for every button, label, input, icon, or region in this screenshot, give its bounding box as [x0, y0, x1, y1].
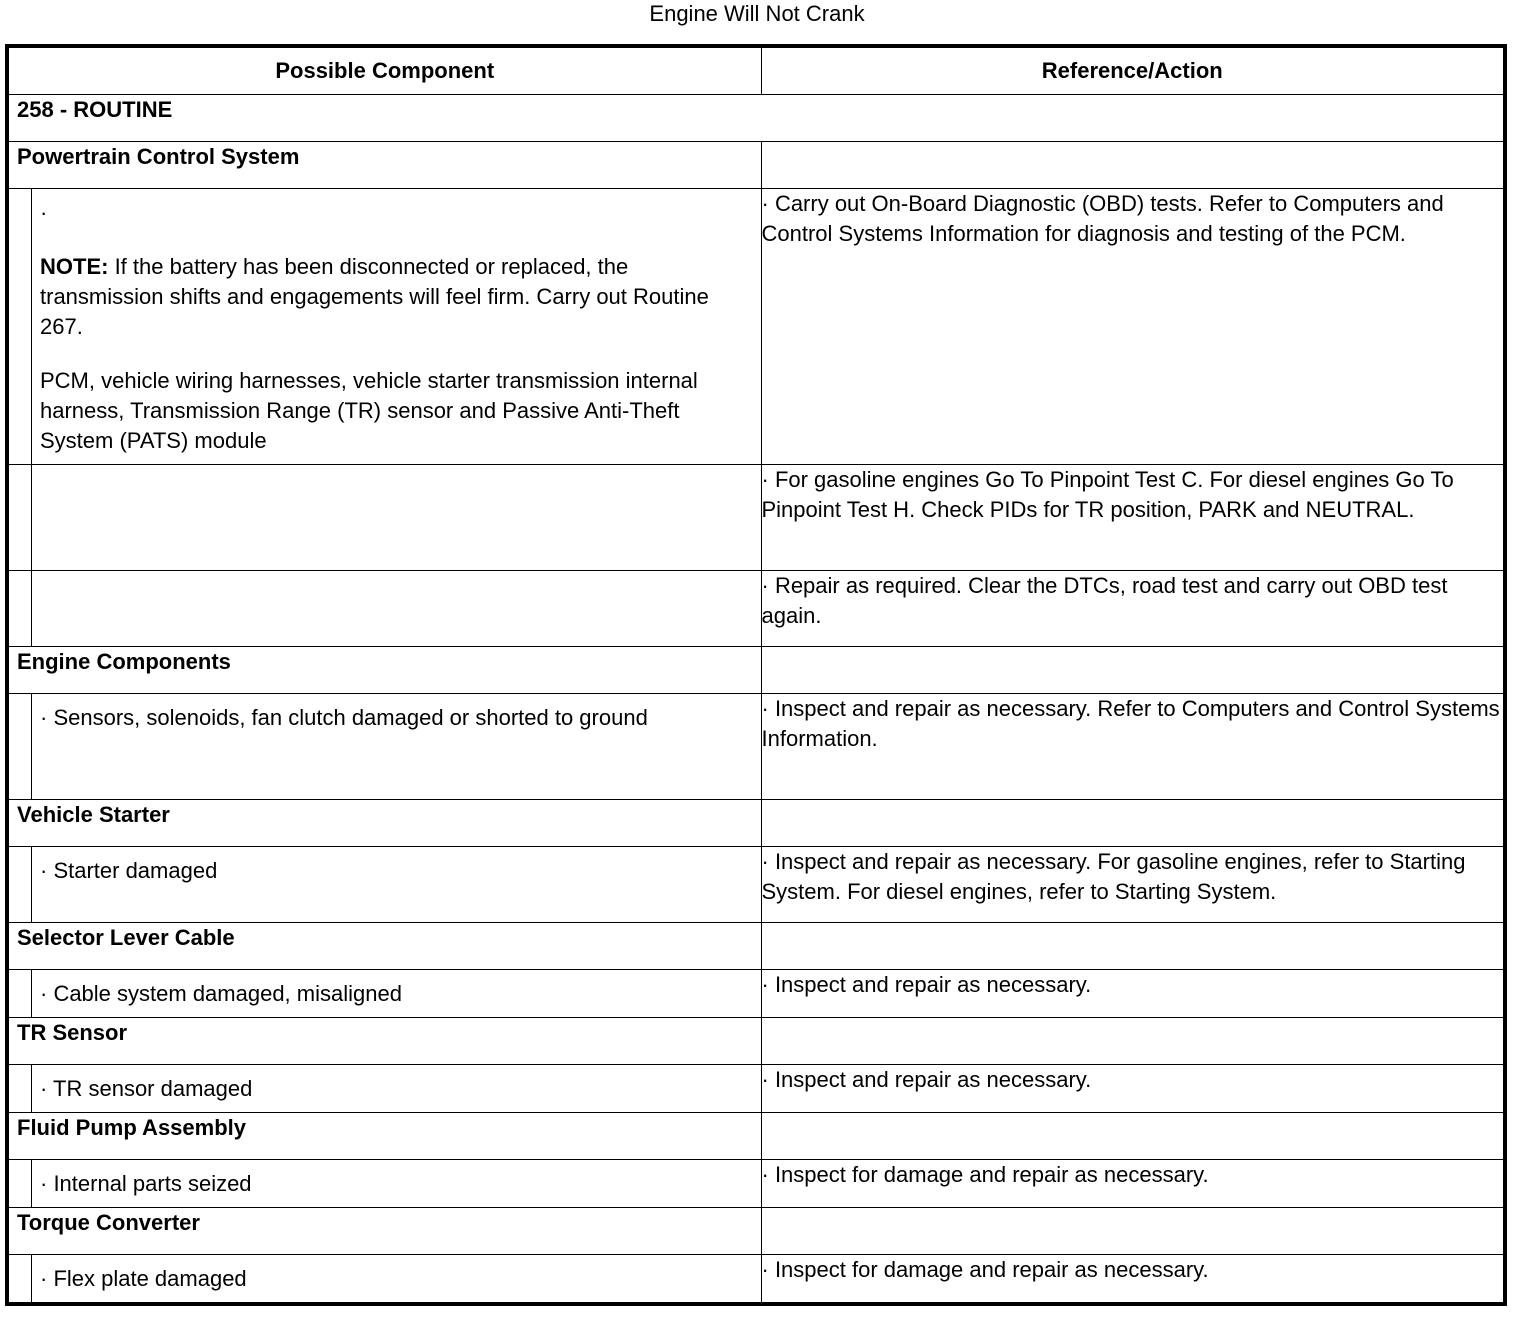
component-text: · Sensors, solenoids, fan clutch damaged or shorted to ground: [40, 705, 648, 730]
component-text: · Internal parts seized: [40, 1171, 252, 1196]
component-bullet: ·: [40, 200, 48, 225]
table-header-row: [7, 46, 1505, 95]
action-cell: · Inspect for damage and repair as necessary.: [761, 1255, 1505, 1305]
component-text: [9, 571, 761, 588]
table-row: [7, 1160, 1505, 1208]
group-action-empty: [761, 142, 1505, 189]
action-cell: · For gasoline engines Go To Pinpoint Test C. For diesel engines Go To Pinpoint Test H. Check PIDs for TR position, PARK and NEUTRAL.: [761, 465, 1505, 571]
action-cell: · Inspect and repair as necessary.: [761, 1065, 1505, 1113]
component-text: · Flex plate damaged: [40, 1266, 247, 1291]
note-label: NOTE:: [40, 254, 109, 279]
note-text: If the battery has been disconnected or replaced, the transmission shifts and engagements will feel firm. Carry out Routine 267.: [40, 254, 709, 339]
table-row: [7, 847, 1505, 923]
indent-strip: [9, 189, 32, 464]
action-cell: · Repair as required. Clear the DTCs, road test and carry out OBD test again.: [761, 571, 1505, 647]
component-text: PCM, vehicle wiring harnesses, vehicle starter transmission internal harness, Transmission Range (TR) sensor and Passive Anti-Theft System (PATS) module: [40, 368, 698, 453]
table-row: [7, 571, 1505, 647]
group-action-empty: [761, 1113, 1505, 1160]
group-action-empty: [761, 647, 1505, 694]
group-row-fluid-pump-assembly: [7, 1113, 1505, 1160]
group-label: Fluid Pump Assembly: [7, 1113, 761, 1160]
action-cell: · Inspect and repair as necessary. Refer to Computers and Control Systems Information.: [761, 694, 1505, 800]
component-cell: [7, 189, 761, 465]
header-reference-action: Reference/Action: [761, 46, 1505, 95]
note: [40, 252, 753, 342]
group-label: Engine Components: [7, 647, 761, 694]
table-row: [7, 1065, 1505, 1113]
indent-strip: [9, 1160, 32, 1207]
component-text: · Starter damaged: [40, 858, 218, 883]
group-label: Vehicle Starter: [7, 800, 761, 847]
component-cell: [7, 1160, 761, 1208]
routine-label: 258 - ROUTINE: [7, 95, 1505, 142]
component-text: · Cable system damaged, misaligned: [40, 981, 402, 1006]
indent-strip: [9, 847, 32, 922]
action-cell: · Inspect and repair as necessary. For gasoline engines, refer to Starting System. For diesel engines, refer to Starting System.: [761, 847, 1505, 923]
component-cell: [7, 1065, 761, 1113]
indent-strip: [9, 1255, 32, 1302]
component-cell: [7, 970, 761, 1018]
group-row-selector-lever-cable: [7, 923, 1505, 970]
indent-strip: [9, 694, 32, 799]
component-cell: [7, 571, 761, 647]
indent-strip: [9, 1065, 32, 1112]
group-row-torque-converter: [7, 1208, 1505, 1255]
component-cell: [7, 465, 761, 571]
component-cell: [7, 694, 761, 800]
group-action-empty: [761, 800, 1505, 847]
document-title: Engine Will Not Crank: [649, 1, 865, 26]
table-row: [7, 189, 1505, 465]
action-cell: · Inspect for damage and repair as necessary.: [761, 1160, 1505, 1208]
action-cell: · Carry out On-Board Diagnostic (OBD) tests. Refer to Computers and Control Systems Information for diagnosis and testing of the PCM.: [761, 189, 1505, 465]
group-label: Torque Converter: [7, 1208, 761, 1255]
table-row: [7, 1255, 1505, 1305]
indent-strip: [9, 970, 32, 1017]
indent-strip: [9, 571, 32, 646]
component-cell: [7, 1255, 761, 1305]
diagnostic-table: [5, 44, 1507, 1306]
header-possible-component: Possible Component: [7, 46, 761, 95]
table-row: [7, 970, 1505, 1018]
component-text: · TR sensor damaged: [40, 1076, 253, 1101]
group-label: TR Sensor: [7, 1018, 761, 1065]
group-label: Selector Lever Cable: [7, 923, 761, 970]
group-row-tr-sensor: [7, 1018, 1505, 1065]
indent-strip: [9, 465, 32, 570]
action-cell: · Inspect and repair as necessary.: [761, 970, 1505, 1018]
group-row-vehicle-starter: [7, 800, 1505, 847]
component-text: [9, 465, 761, 482]
table-row: [7, 694, 1505, 800]
group-row-powertrain-control-system: [7, 142, 1505, 189]
group-row-engine-components: [7, 647, 1505, 694]
group-label: Powertrain Control System: [7, 142, 761, 189]
routine-row: [7, 95, 1505, 142]
component-cell: [7, 847, 761, 923]
group-action-empty: [761, 1018, 1505, 1065]
group-action-empty: [761, 1208, 1505, 1255]
group-action-empty: [761, 923, 1505, 970]
table-row: [7, 465, 1505, 571]
